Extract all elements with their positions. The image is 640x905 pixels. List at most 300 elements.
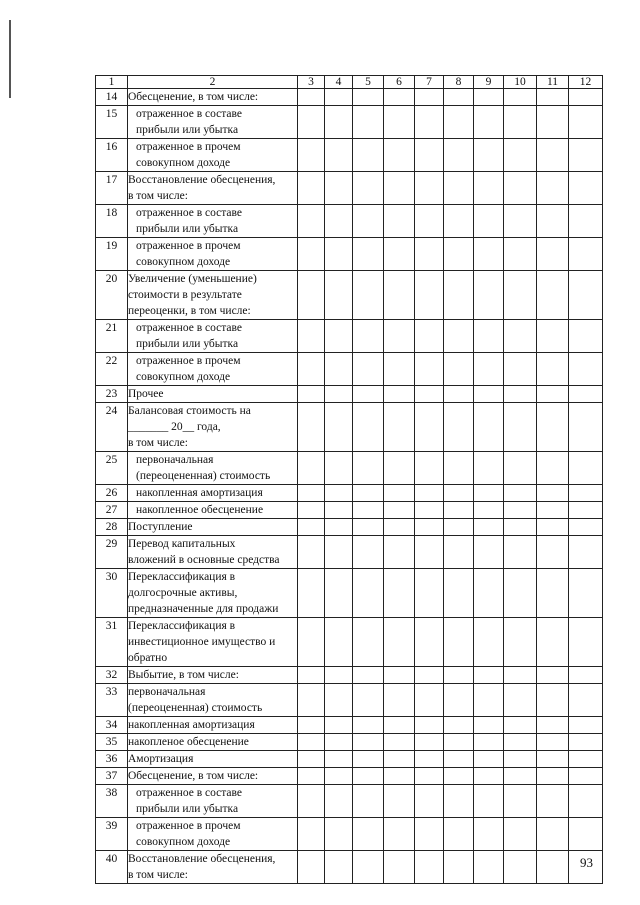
value-cell-col-8[interactable] [444,569,474,618]
value-cell-col-9[interactable] [474,320,504,353]
value-cell-col-12[interactable] [569,271,603,320]
value-cell-col-6[interactable] [384,734,415,751]
value-cell-col-12[interactable] [569,569,603,618]
value-cell-col-7[interactable] [415,452,444,485]
value-cell-col-6[interactable] [384,684,415,717]
value-cell-col-5[interactable] [353,89,384,106]
value-cell-col-9[interactable] [474,205,504,238]
value-cell-col-4[interactable] [325,684,353,717]
value-cell-col-5[interactable] [353,485,384,502]
value-cell-col-12[interactable] [569,768,603,785]
value-cell-col-12[interactable] [569,452,603,485]
value-cell-col-9[interactable] [474,818,504,851]
value-cell-col-4[interactable] [325,768,353,785]
row-label [128,106,298,139]
value-cell-col-3[interactable] [298,386,325,403]
value-cell-col-9[interactable] [474,768,504,785]
value-cell-col-3[interactable] [298,684,325,717]
value-cell-col-5[interactable] [353,205,384,238]
value-cell-col-10[interactable] [504,569,537,618]
value-cell-col-6[interactable] [384,452,415,485]
value-cell-col-9[interactable] [474,452,504,485]
value-cell-col-10[interactable] [504,751,537,768]
value-cell-col-3[interactable] [298,536,325,569]
value-cell-col-7[interactable] [415,618,444,667]
value-cell-col-3[interactable] [298,751,325,768]
value-cell-col-6[interactable] [384,818,415,851]
value-cell-col-10[interactable] [504,536,537,569]
value-cell-col-12[interactable] [569,106,603,139]
value-cell-col-6[interactable] [384,536,415,569]
value-cell-col-12[interactable] [569,172,603,205]
value-cell-col-4[interactable] [325,139,353,172]
value-cell-col-3[interactable] [298,172,325,205]
value-cell-col-4[interactable] [325,785,353,818]
value-cell-col-10[interactable] [504,851,537,884]
value-cell-col-5[interactable] [353,271,384,320]
value-cell-col-3[interactable] [298,768,325,785]
value-cell-col-12[interactable] [569,205,603,238]
value-cell-col-5[interactable] [353,851,384,884]
row-label [128,751,298,768]
value-cell-col-7[interactable] [415,536,444,569]
value-cell-col-5[interactable] [353,751,384,768]
value-cell-col-4[interactable] [325,271,353,320]
value-cell-col-5[interactable] [353,106,384,139]
value-cell-col-3[interactable] [298,519,325,536]
value-cell-col-8[interactable] [444,785,474,818]
value-cell-col-10[interactable] [504,485,537,502]
value-cell-col-12[interactable] [569,485,603,502]
value-cell-col-7[interactable] [415,320,444,353]
value-cell-col-4[interactable] [325,386,353,403]
value-cell-col-6[interactable] [384,502,415,519]
value-cell-col-12[interactable] [569,536,603,569]
value-cell-col-11[interactable] [537,734,569,751]
value-cell-col-11[interactable] [537,667,569,684]
value-cell-col-11[interactable] [537,536,569,569]
value-cell-col-5[interactable] [353,139,384,172]
value-cell-col-6[interactable] [384,238,415,271]
value-cell-col-10[interactable] [504,106,537,139]
value-cell-col-7[interactable] [415,485,444,502]
value-cell-col-3[interactable] [298,785,325,818]
value-cell-col-11[interactable] [537,353,569,386]
row-label [128,403,298,452]
value-cell-col-12[interactable] [569,785,603,818]
value-cell-col-7[interactable] [415,172,444,205]
value-cell-col-7[interactable] [415,768,444,785]
row-label-line: обратно [128,652,168,664]
value-cell-col-11[interactable] [537,205,569,238]
value-cell-col-7[interactable] [415,205,444,238]
value-cell-col-10[interactable] [504,238,537,271]
value-cell-col-7[interactable] [415,271,444,320]
value-cell-col-6[interactable] [384,717,415,734]
value-cell-col-5[interactable] [353,452,384,485]
value-cell-col-3[interactable] [298,205,325,238]
value-cell-col-4[interactable] [325,734,353,751]
row-number: 28 [96,519,128,536]
value-cell-col-12[interactable] [569,734,603,751]
value-cell-col-9[interactable] [474,238,504,271]
value-cell-col-10[interactable] [504,386,537,403]
value-cell-col-12[interactable] [569,717,603,734]
value-cell-col-11[interactable] [537,751,569,768]
value-cell-col-4[interactable] [325,353,353,386]
value-cell-col-11[interactable] [537,238,569,271]
row-number: 35 [96,734,128,751]
value-cell-col-3[interactable] [298,667,325,684]
row-label-line: в том числе: [128,437,188,449]
value-cell-col-3[interactable] [298,818,325,851]
value-cell-col-4[interactable] [325,238,353,271]
row-number: 40 [96,851,128,884]
value-cell-col-9[interactable] [474,684,504,717]
value-cell-col-4[interactable] [325,751,353,768]
value-cell-col-11[interactable] [537,139,569,172]
value-cell-col-10[interactable] [504,684,537,717]
row-number: 15 [96,106,128,139]
value-cell-col-7[interactable] [415,684,444,717]
value-cell-col-5[interactable] [353,386,384,403]
row-number: 38 [96,785,128,818]
value-cell-col-11[interactable] [537,403,569,452]
value-cell-col-12[interactable] [569,386,603,403]
value-cell-col-7[interactable] [415,353,444,386]
value-cell-col-4[interactable] [325,205,353,238]
value-cell-col-9[interactable] [474,89,504,106]
value-cell-col-10[interactable] [504,89,537,106]
value-cell-col-11[interactable] [537,386,569,403]
value-cell-col-4[interactable] [325,536,353,569]
value-cell-col-8[interactable] [444,353,474,386]
value-cell-col-6[interactable] [384,106,415,139]
value-cell-col-11[interactable] [537,271,569,320]
value-cell-col-11[interactable] [537,452,569,485]
value-cell-col-12[interactable] [569,353,603,386]
value-cell-col-10[interactable] [504,717,537,734]
value-cell-col-7[interactable] [415,785,444,818]
value-cell-col-4[interactable] [325,502,353,519]
table-row [96,785,603,818]
value-cell-col-8[interactable] [444,386,474,403]
value-cell-col-9[interactable] [474,271,504,320]
value-cell-col-3[interactable] [298,734,325,751]
value-cell-col-4[interactable] [325,403,353,452]
value-cell-col-11[interactable] [537,89,569,106]
value-cell-col-4[interactable] [325,485,353,502]
value-cell-col-4[interactable] [325,569,353,618]
value-cell-col-10[interactable] [504,452,537,485]
value-cell-col-10[interactable] [504,519,537,536]
value-cell-col-4[interactable] [325,106,353,139]
value-cell-col-9[interactable] [474,667,504,684]
value-cell-col-9[interactable] [474,139,504,172]
value-cell-col-8[interactable] [444,452,474,485]
row-label-line: Восстановление обесценения, [128,174,276,186]
value-cell-col-3[interactable] [298,271,325,320]
value-cell-col-10[interactable] [504,172,537,205]
row-number: 36 [96,751,128,768]
value-cell-col-8[interactable] [444,618,474,667]
value-cell-col-5[interactable] [353,667,384,684]
value-cell-col-10[interactable] [504,818,537,851]
value-cell-col-7[interactable] [415,502,444,519]
value-cell-col-11[interactable] [537,320,569,353]
value-cell-col-12[interactable] [569,684,603,717]
value-cell-col-9[interactable] [474,106,504,139]
value-cell-col-10[interactable] [504,768,537,785]
value-cell-col-5[interactable] [353,734,384,751]
value-cell-col-12[interactable] [569,818,603,851]
column-header-10: 10 [504,76,537,89]
value-cell-col-4[interactable] [325,172,353,205]
value-cell-col-3[interactable] [298,452,325,485]
value-cell-col-12[interactable] [569,89,603,106]
value-cell-col-5[interactable] [353,785,384,818]
value-cell-col-3[interactable] [298,89,325,106]
value-cell-col-4[interactable] [325,667,353,684]
table-row [96,172,603,205]
value-cell-col-4[interactable] [325,851,353,884]
column-header-3: 3 [298,76,325,89]
value-cell-col-12[interactable] [569,502,603,519]
row-label-line: накопленное обесценение [136,504,264,516]
row-label-line: в том числе: [128,190,188,202]
value-cell-col-7[interactable] [415,89,444,106]
value-cell-col-10[interactable] [504,667,537,684]
row-label-line: в том числе: [128,869,188,881]
table-row [96,569,603,618]
value-cell-col-8[interactable] [444,106,474,139]
value-cell-col-11[interactable] [537,618,569,667]
value-cell-col-3[interactable] [298,353,325,386]
value-cell-col-3[interactable] [298,106,325,139]
value-cell-col-8[interactable] [444,818,474,851]
value-cell-col-4[interactable] [325,717,353,734]
value-cell-col-7[interactable] [415,519,444,536]
row-number: 32 [96,667,128,684]
value-cell-col-12[interactable] [569,519,603,536]
value-cell-col-10[interactable] [504,502,537,519]
value-cell-col-9[interactable] [474,851,504,884]
value-cell-col-9[interactable] [474,172,504,205]
value-cell-col-8[interactable] [444,717,474,734]
value-cell-col-6[interactable] [384,271,415,320]
value-cell-col-9[interactable] [474,734,504,751]
value-cell-col-6[interactable] [384,89,415,106]
value-cell-col-8[interactable] [444,320,474,353]
value-cell-col-7[interactable] [415,717,444,734]
value-cell-col-3[interactable] [298,502,325,519]
value-cell-col-10[interactable] [504,205,537,238]
value-cell-col-4[interactable] [325,320,353,353]
value-cell-col-3[interactable] [298,717,325,734]
value-cell-col-7[interactable] [415,106,444,139]
value-cell-col-6[interactable] [384,205,415,238]
value-cell-col-5[interactable] [353,403,384,452]
value-cell-col-5[interactable] [353,717,384,734]
value-cell-col-7[interactable] [415,238,444,271]
value-cell-col-11[interactable] [537,717,569,734]
value-cell-col-12[interactable] [569,238,603,271]
value-cell-col-9[interactable] [474,785,504,818]
value-cell-col-9[interactable] [474,403,504,452]
value-cell-col-11[interactable] [537,851,569,884]
value-cell-col-8[interactable] [444,684,474,717]
value-cell-col-9[interactable] [474,618,504,667]
value-cell-col-7[interactable] [415,569,444,618]
value-cell-col-4[interactable] [325,618,353,667]
value-cell-col-8[interactable] [444,502,474,519]
value-cell-col-8[interactable] [444,89,474,106]
value-cell-col-8[interactable] [444,768,474,785]
value-cell-col-3[interactable] [298,485,325,502]
value-cell-col-12[interactable] [569,667,603,684]
row-number: 18 [96,205,128,238]
value-cell-col-3[interactable] [298,320,325,353]
value-cell-col-12[interactable] [569,139,603,172]
value-cell-col-6[interactable] [384,785,415,818]
value-cell-col-11[interactable] [537,684,569,717]
value-cell-col-3[interactable] [298,569,325,618]
value-cell-col-8[interactable] [444,205,474,238]
value-cell-col-6[interactable] [384,751,415,768]
value-cell-col-6[interactable] [384,320,415,353]
value-cell-col-8[interactable] [444,851,474,884]
value-cell-col-8[interactable] [444,485,474,502]
value-cell-col-5[interactable] [353,536,384,569]
value-cell-col-9[interactable] [474,502,504,519]
value-cell-col-7[interactable] [415,851,444,884]
value-cell-col-3[interactable] [298,851,325,884]
value-cell-col-5[interactable] [353,569,384,618]
value-cell-col-5[interactable] [353,172,384,205]
value-cell-col-11[interactable] [537,485,569,502]
value-cell-col-6[interactable] [384,386,415,403]
value-cell-col-4[interactable] [325,519,353,536]
value-cell-col-11[interactable] [537,785,569,818]
value-cell-col-8[interactable] [444,139,474,172]
value-cell-col-6[interactable] [384,172,415,205]
value-cell-col-3[interactable] [298,403,325,452]
value-cell-col-12[interactable] [569,320,603,353]
value-cell-col-5[interactable] [353,238,384,271]
value-cell-col-9[interactable] [474,717,504,734]
value-cell-col-6[interactable] [384,139,415,172]
value-cell-col-7[interactable] [415,667,444,684]
value-cell-col-6[interactable] [384,569,415,618]
value-cell-col-6[interactable] [384,519,415,536]
value-cell-col-12[interactable] [569,618,603,667]
value-cell-col-10[interactable] [504,618,537,667]
value-cell-col-6[interactable] [384,353,415,386]
value-cell-col-7[interactable] [415,139,444,172]
row-number: 25 [96,452,128,485]
row-label [128,536,298,569]
table-row [96,618,603,667]
value-cell-col-10[interactable] [504,734,537,751]
value-cell-col-8[interactable] [444,172,474,205]
value-cell-col-5[interactable] [353,684,384,717]
row-label [128,569,298,618]
value-cell-col-10[interactable] [504,271,537,320]
value-cell-col-4[interactable] [325,89,353,106]
value-cell-col-6[interactable] [384,403,415,452]
value-cell-col-11[interactable] [537,569,569,618]
value-cell-col-8[interactable] [444,403,474,452]
value-cell-col-6[interactable] [384,618,415,667]
row-label [128,519,298,536]
value-cell-col-10[interactable] [504,320,537,353]
value-cell-col-9[interactable] [474,751,504,768]
value-cell-col-3[interactable] [298,238,325,271]
value-cell-col-6[interactable] [384,667,415,684]
value-cell-col-8[interactable] [444,271,474,320]
value-cell-col-5[interactable] [353,320,384,353]
value-cell-col-11[interactable] [537,818,569,851]
value-cell-col-6[interactable] [384,768,415,785]
value-cell-col-6[interactable] [384,485,415,502]
value-cell-col-8[interactable] [444,238,474,271]
row-label-line: прибыли или убытка [136,124,239,136]
table-row [96,818,603,851]
value-cell-col-7[interactable] [415,386,444,403]
value-cell-col-5[interactable] [353,353,384,386]
value-cell-col-11[interactable] [537,502,569,519]
value-cell-col-5[interactable] [353,618,384,667]
value-cell-col-8[interactable] [444,519,474,536]
value-cell-col-10[interactable] [504,353,537,386]
value-cell-col-9[interactable] [474,569,504,618]
value-cell-col-8[interactable] [444,536,474,569]
value-cell-col-8[interactable] [444,751,474,768]
value-cell-col-10[interactable] [504,139,537,172]
value-cell-col-4[interactable] [325,452,353,485]
value-cell-col-12[interactable] [569,751,603,768]
value-cell-col-4[interactable] [325,818,353,851]
table-body [96,89,603,884]
value-cell-col-9[interactable] [474,519,504,536]
value-cell-col-9[interactable] [474,386,504,403]
row-number: 27 [96,502,128,519]
value-cell-col-5[interactable] [353,502,384,519]
value-cell-col-7[interactable] [415,734,444,751]
value-cell-col-10[interactable] [504,785,537,818]
value-cell-col-7[interactable] [415,751,444,768]
value-cell-col-9[interactable] [474,353,504,386]
value-cell-col-7[interactable] [415,403,444,452]
value-cell-col-9[interactable] [474,485,504,502]
value-cell-col-12[interactable] [569,403,603,452]
value-cell-col-11[interactable] [537,519,569,536]
value-cell-col-3[interactable] [298,139,325,172]
value-cell-col-7[interactable] [415,818,444,851]
value-cell-col-5[interactable] [353,768,384,785]
value-cell-col-11[interactable] [537,106,569,139]
value-cell-col-5[interactable] [353,519,384,536]
value-cell-col-11[interactable] [537,768,569,785]
value-cell-col-11[interactable] [537,172,569,205]
value-cell-col-3[interactable] [298,618,325,667]
value-cell-col-10[interactable] [504,403,537,452]
value-cell-col-5[interactable] [353,818,384,851]
value-cell-col-9[interactable] [474,536,504,569]
value-cell-col-6[interactable] [384,851,415,884]
value-cell-col-8[interactable] [444,734,474,751]
value-cell-col-8[interactable] [444,667,474,684]
